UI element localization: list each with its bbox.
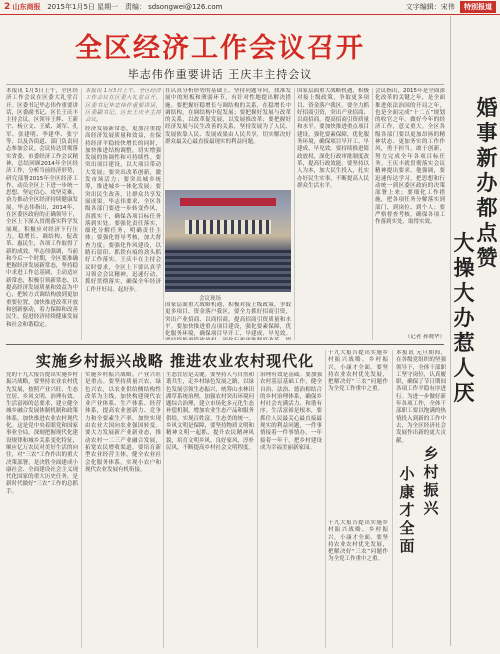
column-divider	[392, 350, 393, 648]
banner-line-1: 婚事新办都点赞	[476, 96, 498, 270]
article-column-2: 经济发展新常态，更加注重提高经济发展质量和效益，在保持经济平稳较快增长的同时，加快推进结构调整，切实增强发展的协调性和可持续性。要突出项目建设，以大项目带动大发展；要突出改革创新，激发市场活力；要突出城乡统筹，推进城乡一体化发展；要突出民生改善，让群众共享发展成果。毕志伟要求，全区各级各部门要进一步转变作风，真抓实干，确保各项目标任务落到实处。要强化责任落实，细化分解任务，明确责任主体；要强化督导考核，加大督查力度；要强化作风建设，以踏石留印、抓铁有痕的劲头抓好工作落实。王庆丰在主持会议时要求，全区上下要认真学习领会会议精神，迅速行动，抓好贯彻落实，确保全年经济工作开好局、起好步。	[85, 126, 161, 293]
conference-photo	[165, 190, 291, 292]
email: sdsongwei@126.com	[148, 3, 223, 11]
column-divider	[257, 372, 258, 648]
stage-banner	[180, 198, 276, 206]
article-column-3b: 国家层面重大战略机遇，积极对接上级政策，争取更多项目、资金落户我区。要全力抓好招商引资，突出产业招商、以商招商，提高招商引资质量和水平。要加快推进重点项目建设，强化要素保障，优化服务环境，确保项目早开工、早建成、早见效。	[165, 302, 291, 338]
column-divider	[325, 350, 326, 648]
article-column-5: 会议指出，2015年是全面深化改革的关键之年，是全面推进依法治国的开局之年，也是全面完成“十二五”规划的收官之年。做好今年的经济工作，意义重大。全区各级各部门要以更加昂扬的精神状态、更加务实的工作作风，勇于担当，敢于创新，努力完成全年各项目标任务。王庆丰就贯彻落实会议精神提出要求。他强调，要迅速传达学习，把思想和行动统一到区委区政府的决策部署上来；要细化工作措施，把各项任务分解落实到部门、到岗位、到个人；要严格督查考核，确保各项工作落到实处、取得实效。	[375, 88, 445, 226]
second-column-4: 治理有效是基础。要加强农村基层基础工作，健全自治、法治、德治相结合的乡村治理体系，确保乡村社会充满活力、和谐有序。生活富裕是根本，要抓住人民最关心最直接最现实的利益问题，一件事情接着一件事情办，一年接着一年干，把乡村建设成为幸福美丽新家园。	[260, 372, 322, 451]
article-lede: 本报讯 1月3日上午，全区经济工作会议在区委大礼堂召开。区委书记毕志伟作重要讲话，区委副书记、区长王庆丰主持会议。	[85, 88, 161, 124]
column-divider	[294, 88, 295, 340]
column-divider	[372, 88, 373, 340]
text-editor: 文字编辑：宋伟	[405, 3, 455, 11]
page-header	[0, 0, 500, 15]
photo-caption: 会议现场	[198, 296, 221, 302]
vertical-banner	[450, 16, 499, 646]
second-column-3: 生态宜居是关键。要坚持人与自然和谐共生，走乡村绿色发展之路，以绿色发展引领生态振兴，统筹山水林田湖草系统治理，加强农村突出环境问题综合治理，建立市场化多元化生态补偿机制，增加农业生态产品和服务供给，实现百姓富、生态美的统一。乡风文明是保障，要坚持物质文明和精神文明一起抓，提升农民精神风貌，培育文明乡风、良好家风、淳朴民风，不断提高乡村社会文明程度。	[166, 372, 254, 451]
editor-label: 责编：	[124, 3, 146, 11]
date-line: 2015年1月5日 星期一	[47, 3, 119, 11]
audience-rows	[165, 250, 291, 292]
column-divider	[163, 372, 164, 648]
header-right	[406, 0, 496, 14]
main-headline: 全区经济工作会议召开	[75, 33, 365, 64]
section-badge: 特别报道	[460, 1, 496, 13]
right-column: 本报讯 元旦期间，在各级党组织的坚强领导下，全体干部职工坚守岗位，认真履职，确保了节日期间各项工作平稳有序进行。为进一步做好新年各项工作，全体干部职工要以饱满的热情投入到新的工作中去，为全区经济社会发展作出新的更大贡献。	[396, 350, 446, 444]
column-divider	[81, 88, 82, 340]
side-title-line-1: 乡村振兴	[423, 445, 439, 517]
podium	[185, 220, 271, 234]
second-column-2: 实施乡村振兴战略，产业兴旺是重点。要坚持质量兴农、绿色兴农，以农业供给侧结构性改革为主线，加快构建现代农业产业体系、生产体系、经营体系，提高农业创新力、竞争力和全要素生产率，加快实现由农业大国向农业强国转变。要大力发展新产业新业态，推动农村一二三产业融合发展，拓宽农民增收渠道。要培育新型农业经营主体，健全农业社会化服务体系，实现小农户和现代农业发展有机衔接。	[85, 372, 161, 473]
section-divider	[6, 344, 444, 345]
side-column-bottom: 十九大报告提出实施乡村振兴战略。乡村振兴，小康才全面。要坚持农业农村优先发展，把解决好“三农”问题作为全党工作重中之重。	[328, 520, 388, 563]
banner-line-2: 大操大办惹人厌	[453, 231, 475, 405]
header-left	[4, 0, 222, 14]
second-headline: 实施乡村振兴战略 推进农业农村现代化	[35, 352, 315, 370]
page-number: 2	[4, 2, 11, 12]
article-column-4: 国家层面重大战略机遇，积极对接上级政策，争取更多项目、资金落户我区。要全力抓好招商引资，突出产业招商、以商招商，提高招商引资质量和水平。要加快推进重点项目建设，强化要素保障，优化服务环境，确保项目早开工、早建成、早见效。要持续推进简政放权，深化行政审批制度改革，提高行政效能。要坚持以人为本，加大民生投入，扎实办好民生实事，不断提高人民群众生活水平。	[297, 88, 369, 189]
side-column-top: 十九大报告提出实施乡村振兴战略。乡村振兴，小康才全面。要坚持农业农村优先发展，把解决好“三农”问题作为全党工作重中之重。	[328, 350, 388, 393]
divider	[6, 84, 444, 85]
column-divider	[163, 88, 164, 340]
article-column-1: 本报讯 1月3日上午，全区经济工作会议在区委大礼堂召开。区委书记毕志伟作重要讲话，区委副书记、区长王庆丰主持会议。区领导王辉、王新宇、杨立文、王斌、刘军、孔军、张建明、李建华、张宁等，以及各街道、部门负责同志参加会议。会议传达贯彻落实省委、市委经济工作会议精神，总结回顾2014年全区经济工作，分析当前经济形势，研究部署2015年全区经济工作，动员全区上下进一步统一思想、坚定信心、攻坚克难，奋力推动全区经济持续健康发展。毕志伟指出，2014年，在区委区政府的正确领导下，全区上下深入贯彻落实科学发展观，积极应对经济下行压力，稳增长、调结构、促改革、惠民生，各项工作取得了新的成效。毕志伟强调，当前和今后一个时期，全区要准确把握经济发展新常态，坚持稳中求进工作总基调，主动适应新常态，积极引领新常态，以提高经济发展质量和效益为中心，把转方式调结构放到更加重要位置，加快推进改革开放和创新驱动，着力保障和改善民生，促进经济持续健康发展和社会和谐稳定。	[6, 88, 78, 328]
column-divider	[81, 372, 82, 648]
article-column-3: 在认真分析形势的基础上，坚持问题导向，找准发展中的短板和薄弱环节，有针对性地提出解决措施。要把握好稳增长与调结构的关系，在稳增长中调结构，在调结构中促发展；要把握好发展与改革的关系，以改革促发展，以发展推改革；要把握好经济发展与民生改善的关系，坚持发展为了人民、发展依靠人民、发展成果由人民共享，切实解决好群众最关心最直接最现实的利益问题。	[165, 88, 291, 146]
paper-name: 山东商报	[12, 3, 41, 11]
reporter-byline: （记者 孙晓华）	[404, 334, 445, 340]
main-subhead: 毕志伟作重要讲话 王庆丰主持会议	[127, 68, 313, 81]
side-title-line-2: 小康才全面	[399, 465, 415, 555]
second-column-1: 党的十九大报告提出实施乡村振兴战略，要坚持农业农村优先发展，按照产业兴旺、生态宜居、乡风文明、治理有效、生活富裕的总要求，建立健全城乡融合发展体制机制和政策体系，加快推进农业农村现代化。这是党中央着眼党和国家事业全局，深刻把握现代化建设规律和城乡关系变化特征，顺应亿万农民对美好生活的向往，对“三农”工作作出的重大决策部署，是决胜全面建成小康社会、全面建设社会主义现代化国家的重大历史任务，是新时代做好“三农”工作的总抓手。	[6, 372, 78, 495]
